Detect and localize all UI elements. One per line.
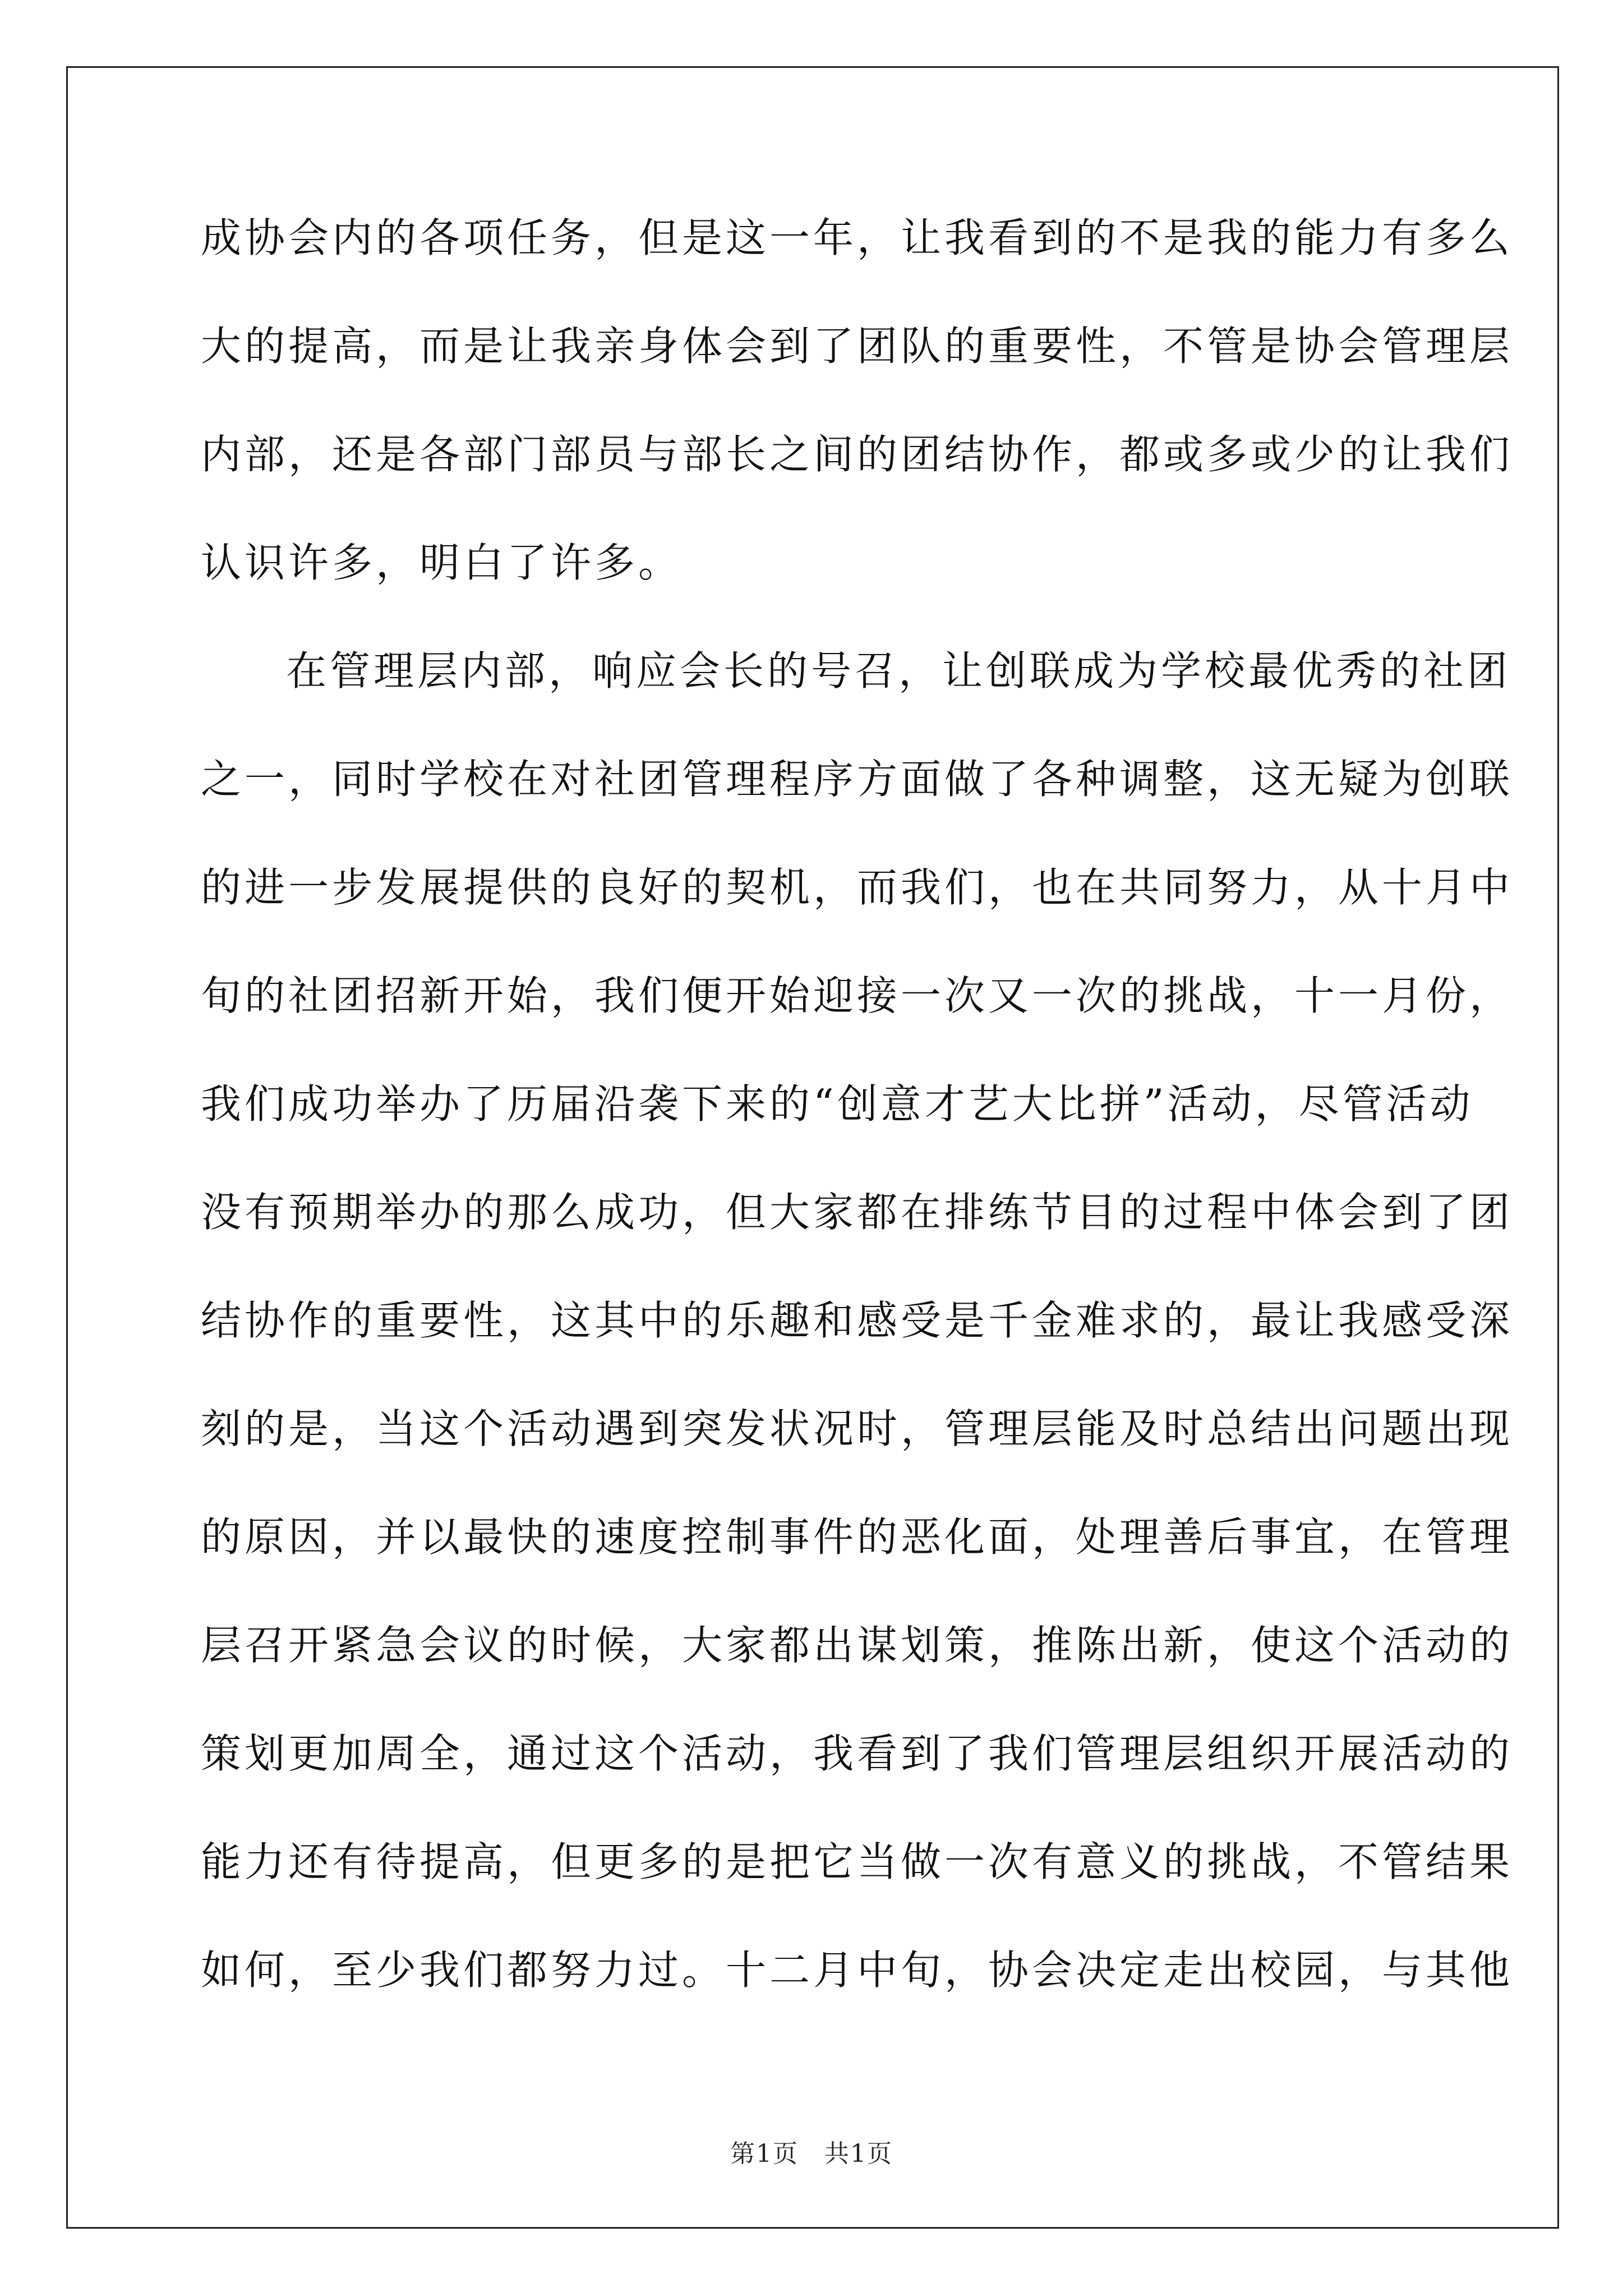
page-number-footer: 第1页 共1页: [730, 2139, 893, 2168]
text-line: 我们成功举办了历届沿袭下来的“创意才艺大比拼”活动，尽管活动: [201, 1080, 1474, 1128]
text-line: 的进一步发展提供的良好的契机，而我们，也在共同努力，从十月中: [201, 864, 1514, 911]
text-line: 刻的是，当这个活动遇到突发状况时，管理层能及时总结出问题出现: [201, 1405, 1514, 1452]
text-line: 层召开紧急会议的时候，大家都出谋划策，推陈出新，使这个活动的: [201, 1622, 1514, 1669]
text-line: 结协作的重要性，这其中的乐趣和感受是千金难求的，最让我感受深: [201, 1297, 1514, 1344]
text-line: 之一，同时学校在对社团管理程序方面做了各种调整，这无疑为创联: [201, 756, 1514, 803]
paragraph-first-line: 在管理层内部，响应会长的号召，让创联成为学校最优秀的社团: [286, 647, 1511, 694]
text-line: 的原因，并以最快的速度控制事件的恶化面，处理善后事宜，在管理: [201, 1513, 1514, 1561]
text-line: 旬的社团招新开始，我们便开始迎接一次又一次的挑战，十一月份，: [201, 972, 1514, 1019]
text-line: 能力还有待提高，但更多的是把它当做一次有意义的挑战，不管结果: [201, 1838, 1514, 1885]
document-body: [201, 214, 1514, 2058]
text-line: 内部，还是各部门部员与部长之间的团结协作，都或多或少的让我们: [201, 431, 1514, 478]
text-line: 成协会内的各项任务，但是这一年，让我看到的不是我的能力有多么: [201, 214, 1514, 261]
text-line: 没有预期举办的那么成功，但大家都在排练节目的过程中体会到了团: [201, 1189, 1514, 1236]
text-line: 如何，至少我们都努力过。十二月中旬，协会决定走出校园，与其他: [201, 1947, 1514, 1994]
text-line: 大的提高，而是让我亲身体会到了团队的重要性，不管是协会管理层: [201, 323, 1514, 370]
text-line: 认识许多，明白了许多。: [201, 539, 683, 586]
text-line: 策划更加周全，通过这个活动，我看到了我们管理层组织开展活动的: [201, 1730, 1514, 1777]
